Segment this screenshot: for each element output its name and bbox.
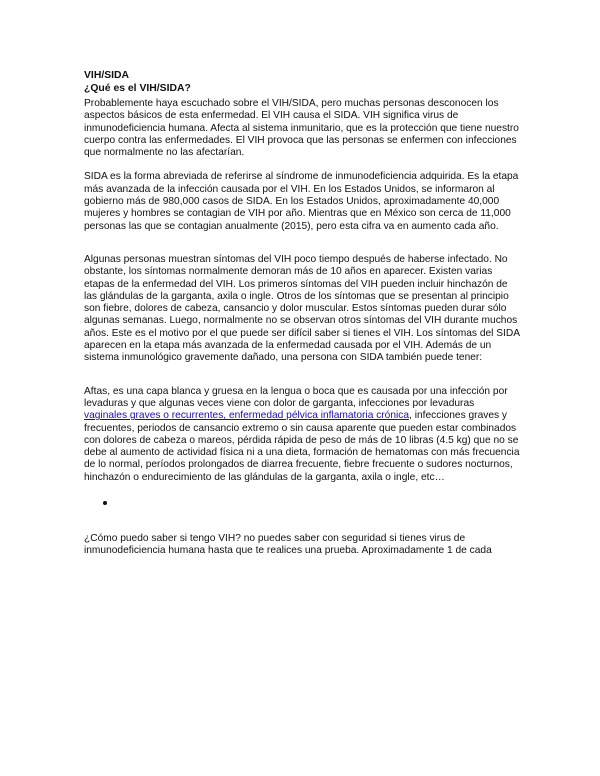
document-page: [84, 70, 520, 558]
document-heading: VIH/SIDA: [84, 70, 130, 81]
symptom-list-text-end: , infecciones graves y frecuentes, periodos de cansancio extremo o sin causa aparente que pueden estar combinados con dolores de cabeza o mareos, pérdida rápida de peso de más de 10 libras (4.5 kg) que no se debe al aumento de actividad física ni a una dieta, formación de hematomas con más frecuencia de lo normal, períodos prolongados de diarrea frecuente, fiebre frecuente o sudores nocturnos, hinchazón o endurecimiento de las glándulas de la garganta, axila o ingle, etc…: [84, 410, 520, 483]
paragraph-symptoms: Algunas personas muestran síntomas del VIH poco tiempo después de haberse infectado. No obstante, los síntomas normalmente demoran más de 10 años en aparecer. Existen varias etapas de la enfermedad del VIH. Los primeros síntomas del VIH pueden incluir hinchazón de las glándulas de la garganta, axila o ingle. Otros de los síntomas que se presentan al principio son fiebre, dolores de cabeza, cansancio y dolor muscular. Estos síntomas pueden durar sólo algunas semanas. Luego, normalmente no se observan otros síntomas del VIH durante muchos años. Este es el motivo por el que puede ser difícil saber si tienes el VIH. Los síntomas del SIDA aparecen en la etapa más avanzada de la enfermedad causada por el VIH. Además de un sistema inmunológico gravemente dañado, una persona con SIDA también puede tener:: [84, 253, 520, 364]
bullet-list: [84, 496, 520, 514]
symptom-list-text-start: Aftas, es una capa blanca y gruesa en la lengua o boca que es causada por una infección por levaduras y que algunas veces viene con dolor de garganta, infecciones por levaduras: [84, 385, 508, 409]
bullet-dot-icon: [103, 501, 107, 505]
vaginal-infections-link[interactable]: vaginales graves o recurrentes, enfermedad pélvica inflamatoria crónica: [84, 410, 410, 422]
paragraph-intro: Probablemente haya escuchado sobre el VIH/SIDA, pero muchas personas desconocen los aspectos básicos de esta enfermedad. El VIH causa el SIDA. VIH significa virus de inmunodeficiencia humana. Afecta al sistema inmunitario, que es la protección que tiene nuestro cuerpo contra las enfermedades. El VIH provoca que las personas se enfermen con infecciones que normalmente no las afectarían.: [84, 98, 519, 159]
document-subheading: ¿Qué es el VIH/SIDA?: [84, 82, 191, 94]
paragraph-symptom-list: [84, 386, 520, 484]
paragraph-testing: ¿Cómo puedo saber si tengo VIH? no puedes saber con seguridad si tienes virus de inmunodeficiencia humana hasta que te realices una prueba. Aproximadamente 1 de cada: [84, 533, 492, 557]
paragraph-sida-definition: SIDA es la forma abreviada de referirse al síndrome de inmunodeficiencia adquirida. Es la etapa más avanzada de la infección causada por el VIH. En los Estados Unidos, se informaron al gobierno más de 980,000 casos de SIDA. En los Estados Unidos, aproximadamente 40,000 mujeres y hombres se contagian de VIH por año. Mientras que en México son cerca de 11,000 personas las que se contagian anualmente (2015), pero esta cifra va en aumento cada año.: [84, 171, 519, 232]
